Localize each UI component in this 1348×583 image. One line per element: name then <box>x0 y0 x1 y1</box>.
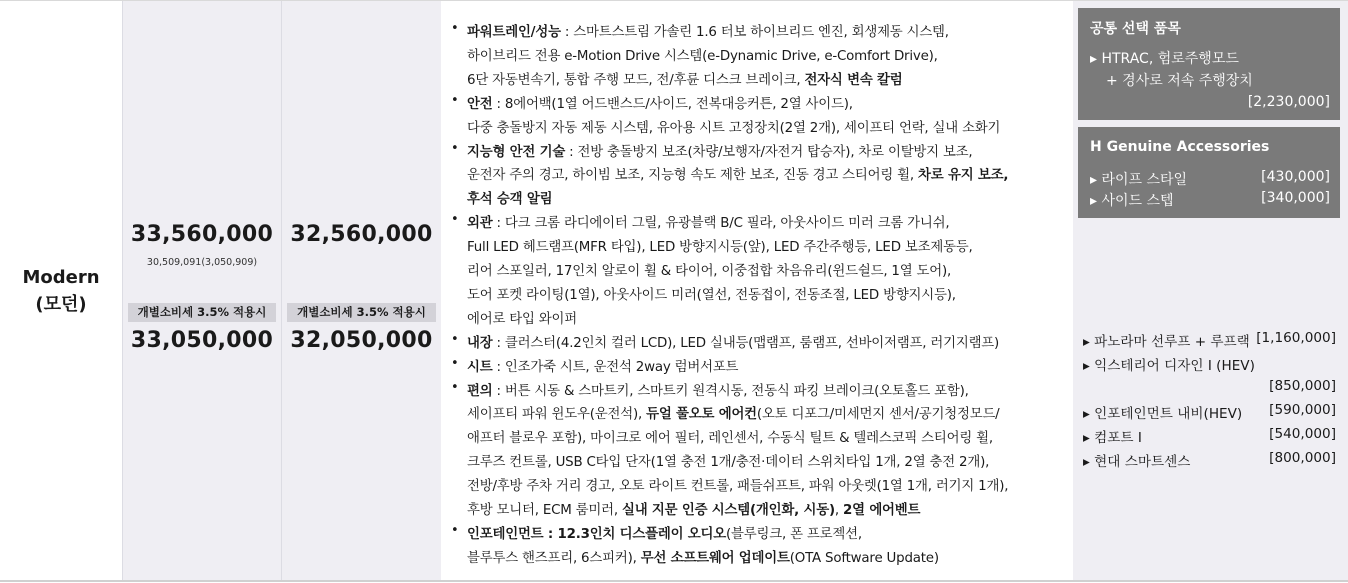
trim-name-korean: (모던) <box>35 293 87 315</box>
feature-text: 애프터 블로우 포함), 마이크로 에어 필터, 레인센서, 수동식 틸트 & 텔레스코픽 스티어링 휠, <box>467 431 993 447</box>
feature-text: : 클러스터(4.2인치 컬러 LCD), LED 실내등(맵램프, 룸램프, 선바이저램프, 러기지램프) <box>492 335 1000 351</box>
feature-text: Full LED 헤드램프(MFR 타입), LED 방향지시등(앞), LED 주간주행등, LED 보조제동등, <box>467 240 973 256</box>
feature-text: (OTA Software Update) <box>789 550 939 566</box>
feature-text: 크루즈 컨트롤, USB C타입 단자(1열 충전 1개/충전·데이터 스위치타입 1개, 2열 충전 2개), <box>467 455 990 471</box>
feature-text: : 버튼 시동 & 스마트키, 스마트키 원격시동, 전동식 파킹 브레이크(오토홀드 포함), <box>492 383 969 399</box>
bullet-icon: • <box>451 212 459 228</box>
option-price: [800,000] <box>1269 450 1336 466</box>
feature-line <box>467 475 1008 494</box>
feature-text: 도어 포켓 라이팅(1열), 아웃사이드 미러(열선, 전동접이, 전동조절, LED 방향지시등), <box>467 287 956 303</box>
accessory-price: [430,000] <box>1261 169 1330 185</box>
feature-text: (오토 디포그/미세먼지 센서/공기청정모드/ <box>756 407 1000 423</box>
feature-text: 전방/후방 주차 거리 경고, 오토 라이트 컨트롤, 패들쉬프트, 파워 아웃렛(1열 1개, 러기지 1개), <box>467 479 1009 495</box>
feature-text: 후방 모니터, ECM 룸미러, <box>467 503 622 518</box>
feature-line <box>467 45 938 64</box>
feature-line <box>467 260 951 279</box>
feature-line <box>467 188 552 207</box>
accessories-box <box>1078 127 1340 218</box>
feature-line <box>467 93 853 112</box>
feature-text: , <box>834 503 843 518</box>
feature-heading: 인포테인먼트 <box>467 526 544 542</box>
bullet-icon: • <box>451 331 459 347</box>
feature-line <box>467 141 972 160</box>
option-item: ▸ 익스테리어 디자인 Ⅰ (HEV) <box>1083 358 1255 374</box>
bullet-icon: • <box>451 379 459 395</box>
feature-text: (블루링크, 폰 프로젝션, <box>726 526 862 542</box>
option-price: [540,000] <box>1269 426 1336 442</box>
option-item: ▸ 인포테인먼트 내비(HEV) <box>1083 406 1243 422</box>
feature-line <box>467 308 577 327</box>
feature-text: : 8에어백(1열 어드밴스드/사이드, 전복대응커튼, 2열 사이드), <box>492 96 853 112</box>
feature-heading: 전자식 변속 칼럼 <box>804 72 903 88</box>
bottom-divider <box>0 580 1348 582</box>
feature-text: 6단 자동변속기, 통합 주행 모드, 전/후륜 디스크 브레이크, <box>467 72 805 88</box>
feature-line <box>467 164 1008 183</box>
feature-line <box>467 21 949 40</box>
tax-badge: 개별소비세 3.5% 적용시 <box>128 303 276 322</box>
feature-heading: 차로 유지 보조, <box>918 168 1009 184</box>
feature-line <box>467 427 993 446</box>
feature-text: 리어 스포일러, 17인치 알로이 휠 & 타이어, 이중접합 차음유리(윈드쉴드, 1열 도어), <box>467 264 952 279</box>
accessory-item: ▸ 라이프 스타일 <box>1090 172 1188 188</box>
feature-line <box>467 332 999 351</box>
feature-line <box>467 380 969 399</box>
trim-name-cell <box>0 1 122 580</box>
bullet-icon: • <box>451 21 459 36</box>
option-price: [850,000] <box>1269 378 1336 394</box>
feature-heading: 2열 에어벤트 <box>843 503 921 518</box>
feature-text: 세이프티 파워 윈도우(운전석), <box>467 407 647 423</box>
feature-list <box>441 1 1072 580</box>
feature-text: 다중 충돌방지 자동 제동 시스템, 유아용 시트 고정장치(2열 2개), 세이프티 언락, 실내 소화기 <box>467 120 1001 136</box>
tax-price: 32,050,000 <box>290 328 433 353</box>
feature-line <box>467 69 903 88</box>
feature-heading: 파워트레인/성능 <box>467 25 561 40</box>
feature-text: : 다크 크롬 라디에이터 그릴, 유광블랙 B/C 필라, 아웃사이드 미러 크롬 가니쉬, <box>492 216 950 232</box>
common-option-item: ▸ HTRAC, 험로주행모드 <box>1090 51 1239 67</box>
base-price: 33,560,000 <box>130 222 274 247</box>
feature-text: 블루투스 핸즈프리, 6스피커), <box>467 550 641 566</box>
option-price: [590,000] <box>1269 402 1336 418</box>
option-item: ▸ 파노라마 선루프 + 루프랙 <box>1083 334 1250 350</box>
option-item: ▸ 현대 스마트센스 <box>1083 454 1191 470</box>
feature-line <box>467 236 973 255</box>
common-options-title: 공통 선택 품목 <box>1090 21 1181 37</box>
bullet-icon: • <box>451 140 459 156</box>
feature-heading: 실내 지문 인증 시스템(개인화, 시동) <box>622 503 835 518</box>
feature-heading: 내장 <box>467 335 493 351</box>
feature-text: : 전방 충돌방지 보조(차량/보행자/자전거 탑승자), 차로 이탈방지 보조, <box>565 144 973 160</box>
feature-line <box>467 547 939 566</box>
trim-name: Modern <box>22 266 100 288</box>
feature-line <box>467 284 956 303</box>
bullet-icon: • <box>451 355 459 371</box>
feature-text: 에어로 타입 와이퍼 <box>467 311 577 327</box>
feature-line <box>467 451 989 470</box>
feature-heading: 후석 승객 알림 <box>467 192 553 208</box>
feature-heading: 안전 <box>467 96 493 112</box>
feature-line <box>467 212 949 231</box>
feature-heading: 지능형 안전 기술 <box>467 144 566 160</box>
feature-heading: 편의 <box>467 383 493 399</box>
bullet-icon: • <box>451 92 459 108</box>
feature-text: : 스마트스트림 가솔린 1.6 터보 하이브리드 엔진, 회생제동 시스템, <box>560 25 949 40</box>
tax-badge: 개별소비세 3.5% 적용시 <box>287 303 436 322</box>
feature-heading: : 12.3인치 디스플레이 오디오 <box>543 526 727 542</box>
feature-heading: 무선 소프트웨어 업데이트 <box>640 550 790 566</box>
feature-heading: 듀얼 풀오토 에어컨 <box>646 407 757 423</box>
accessories-title: H Genuine Accessories <box>1090 139 1270 155</box>
feature-line <box>467 356 738 375</box>
feature-text: 운전자 주의 경고, 하이빔 보조, 지능형 속도 제한 보조, 진동 경고 스티어링 휠, <box>467 168 919 184</box>
accessory-price: [340,000] <box>1261 190 1330 206</box>
base-price-breakdown: 30,509,091(3,050,909) <box>146 257 258 268</box>
price-column-1 <box>122 1 281 580</box>
feature-text: : 인조가죽 시트, 운전석 2way 럼버서포트 <box>492 359 739 375</box>
feature-heading: 외관 <box>467 216 493 232</box>
option-price: [1,160,000] <box>1256 330 1336 346</box>
options-column <box>1073 1 1348 580</box>
accessory-item: ▸ 사이드 스텝 <box>1090 193 1174 209</box>
feature-line <box>467 523 862 542</box>
feature-heading: 시트 <box>467 359 493 375</box>
feature-line <box>467 403 1000 422</box>
common-option-price: [2,230,000] <box>1247 94 1330 110</box>
option-item: ▸ 컴포트 Ⅰ <box>1083 430 1142 446</box>
price-column-2 <box>281 1 441 580</box>
bullet-icon: • <box>451 522 459 538</box>
common-option-item-cont: + 경사로 저속 주행장치 <box>1106 73 1253 89</box>
tax-price: 33,050,000 <box>130 328 274 353</box>
base-price: 32,560,000 <box>290 222 433 247</box>
feature-line <box>467 117 1000 136</box>
feature-line <box>467 499 920 518</box>
common-options-box <box>1078 8 1340 120</box>
feature-text: 하이브리드 전용 e-Motion Drive 시스템(e-Dynamic Drive, e-Comfort Drive), <box>467 48 938 64</box>
